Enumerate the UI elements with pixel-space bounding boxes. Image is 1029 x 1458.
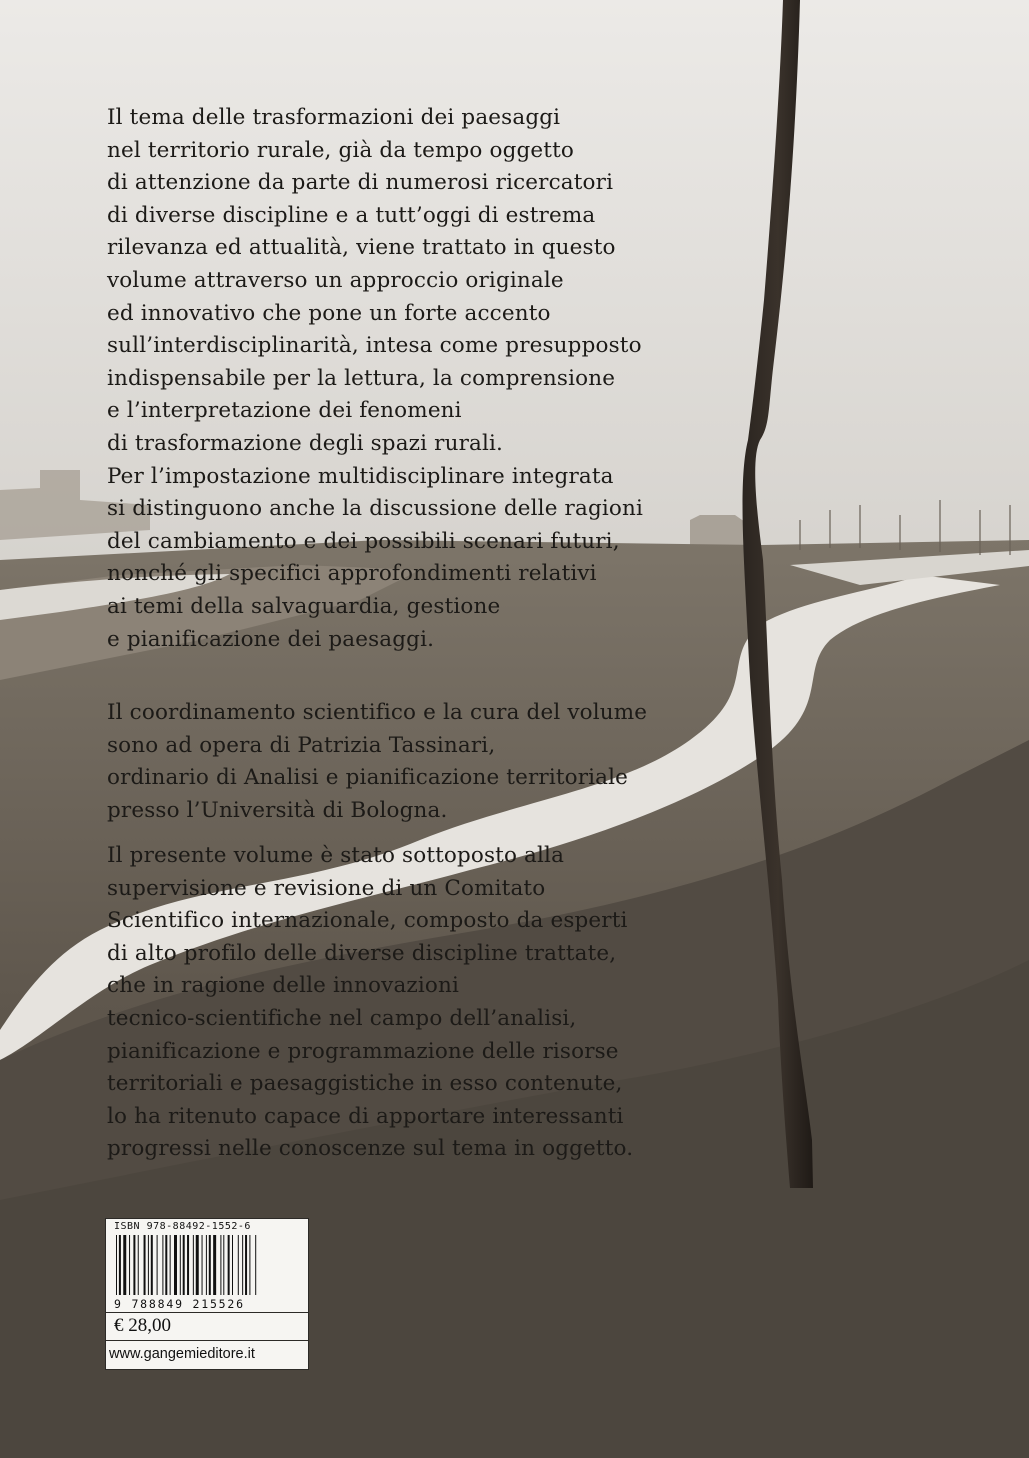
barcode-bar [196,1235,199,1295]
text-line: rilevanza ed attualità, viene trattato in questo [107,235,616,261]
text-line: di alto profilo delle diverse discipline trattate, [107,940,617,966]
text-line: di attenzione da parte di numerosi ricercatori [107,170,614,196]
barcode-bar [242,1235,243,1295]
text-line: nel territorio rurale, già da tempo oggetto [107,137,574,163]
barcode-bar [213,1235,216,1295]
text-line: indispensabile per la lettura, la comprensione [107,365,616,391]
barcode-bar [123,1235,126,1295]
text-line: del cambiamento e dei possibili scenari futuri, [107,528,620,554]
barcode-bar [133,1235,135,1295]
publisher-website: www.gangemieditore.it [109,1346,255,1362]
description-paragraph-2 [107,697,667,827]
price: € 28,00 [114,1315,171,1336]
barcode-digits: 9 788849 215526 [114,1297,245,1311]
text-line: Il tema delle trasformazioni dei paesaggi [107,105,561,130]
text-line: di trasformazione degli spazi rurali. [107,430,504,456]
barcode-bar [223,1235,224,1295]
barcode-bar [183,1235,185,1295]
barcode-bar [193,1235,194,1295]
barcode-bar [119,1235,121,1295]
barcode-bar [228,1235,230,1295]
barcode-bar [255,1235,256,1295]
barcode-bar [162,1235,163,1295]
text-line: si distinguono anche la discussione delle ragioni [107,496,643,522]
text-line: ed innovativo che pone un forte accento [107,300,551,326]
barcode-bar [249,1235,250,1295]
text-line: supervisione e revisione di un Comitato [107,875,546,901]
text-line: progressi nelle conoscenze sul tema in oggetto. [107,1136,634,1162]
text-line: Scientifico internazionale, composto da esperti [107,908,628,934]
barcode-bar [138,1235,139,1295]
text-line: di diverse discipline e a tutt’oggi di estrema [107,202,596,228]
text-line: ai temi della salvaguardia, gestione [107,593,501,619]
text-line: sono ad opera di Patrizia Tassinari, [107,732,496,758]
text-line: tecnico-scientifiche nel campo dell’analisi, [107,1005,577,1031]
barcode-bar [144,1235,146,1295]
barcode-bar [165,1235,167,1295]
barcode-bar [151,1235,153,1295]
barcode-bar [220,1235,221,1295]
text-line: che in ragione delle innovazioni [107,973,460,999]
text-line: territoriali e paesaggistiche in esso contenute, [107,1071,623,1097]
text-line: ordinario di Analisi e pianificazione territoriale [107,765,629,791]
text-line: nonché gli specifici approfondimenti relativi [107,561,597,587]
barcode-bar [174,1235,177,1295]
distant-farmhouse [690,515,745,548]
barcode-bar [157,1235,158,1295]
text-line: Il coordinamento scientifico e la cura del volume [107,700,648,725]
barcode-bar [238,1235,239,1295]
barcode-bar [187,1235,189,1295]
text-line: lo ha ritenuto capace di apportare interessanti [107,1103,624,1129]
barcode-bar [148,1235,149,1295]
description-paragraph-3 [107,840,667,1166]
barcode-bar [232,1235,233,1295]
barcode-bar [245,1235,247,1295]
barcode-bar [206,1235,207,1295]
text-line: e l’interpretazione dei fenomeni [107,398,462,424]
text-line: pianificazione e programmazione delle risorse [107,1038,619,1064]
price-box [106,1312,308,1341]
text-line: e pianificazione dei paesaggi. [107,626,435,652]
description-paragraph-1 [107,102,667,656]
text-line: Per l’impostazione multidisciplinare integrata [107,463,614,489]
website-box [106,1340,308,1370]
barcode-bar [129,1235,130,1295]
barcode-icon [114,1235,302,1297]
barcode-bar [202,1235,203,1295]
barcode-price-label [105,1218,309,1370]
text-line: volume attraverso un approccio originale [107,267,564,293]
text-line: sull’interdisciplinarità, intesa come presupposto [107,333,642,359]
isbn-text: ISBN 978-88492-1552-6 [114,1221,251,1232]
text-line: Il presente volume è stato sottoposto alla [107,843,565,868]
barcode-bar [170,1235,171,1295]
barcode-bar [116,1235,117,1295]
barcode-bar [180,1235,181,1295]
barcode-bar [209,1235,211,1295]
text-line: presso l’Università di Bologna. [107,797,448,823]
